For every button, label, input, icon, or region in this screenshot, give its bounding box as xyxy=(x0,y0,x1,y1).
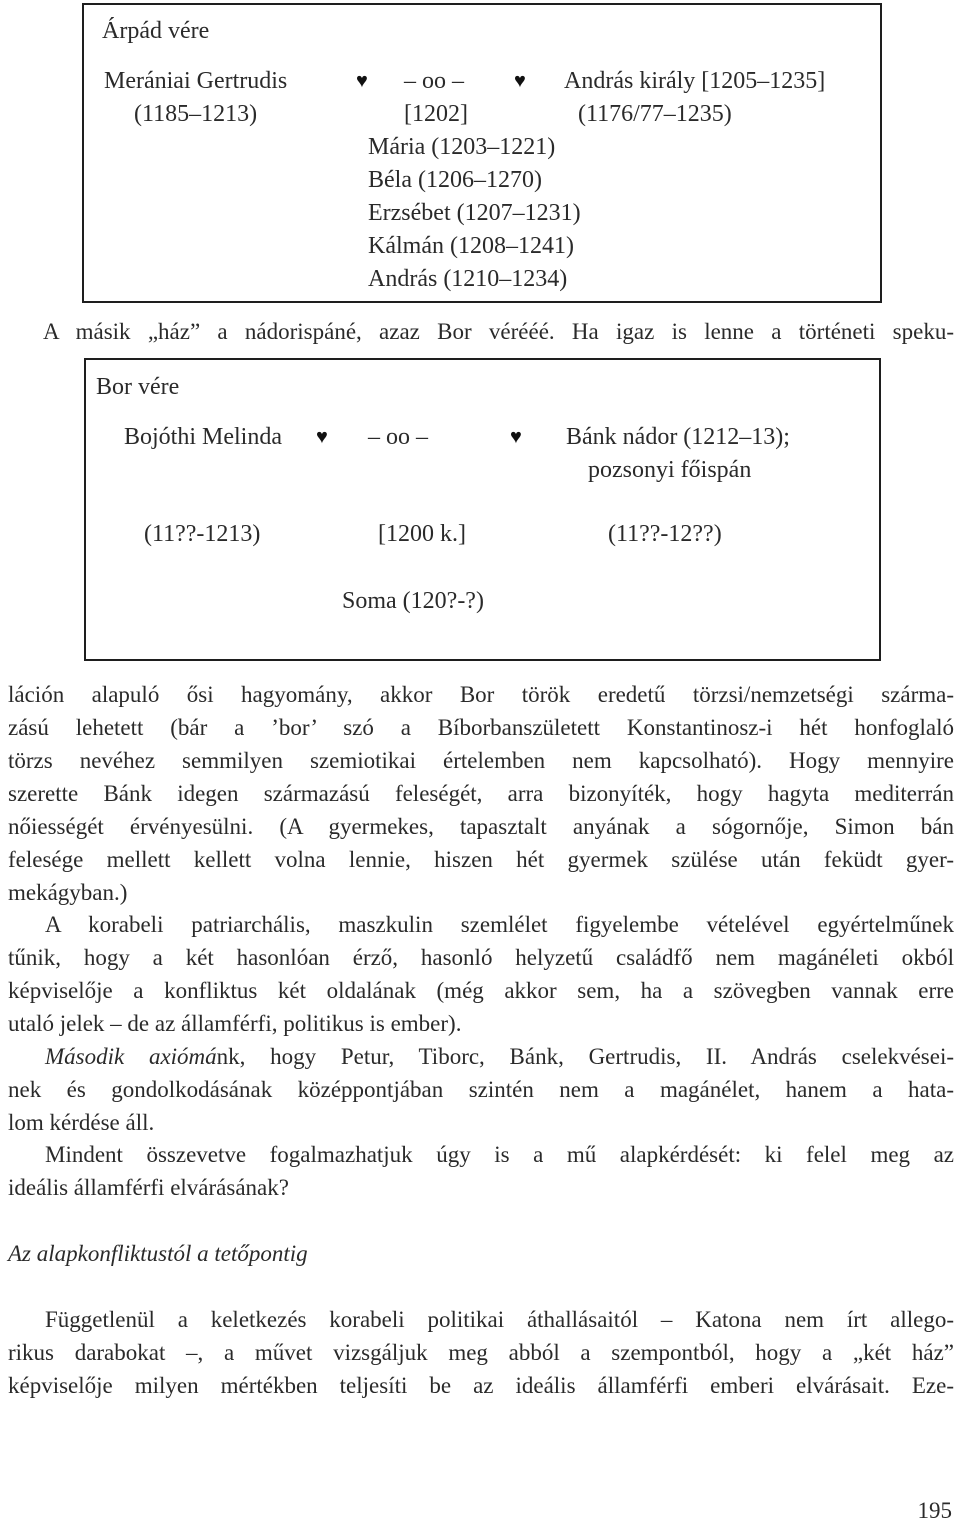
text-line: mekágyban.) xyxy=(8,880,128,905)
right-spouse-name: Bánk nádor (1212–13); xyxy=(566,424,790,450)
child-entry: Béla (1206–1270) xyxy=(368,167,542,193)
genealogy-box-arpad xyxy=(82,3,882,303)
text-line: nek és gondolkodásának középpontjában szintén nem a magánélet, hanem a hata- xyxy=(8,1077,954,1102)
text-line: nőiességét érvényesülni. (A gyermekes, tapasztalt anyának a sógornője, Simon bán xyxy=(8,814,954,839)
box-title: Árpád vére xyxy=(102,18,210,44)
right-spouse-name: András király [1205–1235] xyxy=(564,68,826,94)
right-spouse-title: pozsonyi főispán xyxy=(588,457,752,483)
text-line: A korabeli patriarchális, maszkulin szemlélet figyelembe vételével egyértelműnek xyxy=(45,912,954,937)
marriage-symbol: – oo – xyxy=(404,68,464,94)
right-spouse-dates: (11??-12??) xyxy=(608,521,722,547)
body-text-line: A másik „ház” a nádorispáné, azaz Bor vérééé. Ha igaz is lenne a történeti speku- xyxy=(43,319,954,344)
text-line: zású lehetett (bár a ’bor’ szó a Bíborbanszületett Konstantinosz-i hét honfoglaló xyxy=(8,715,954,740)
text-run: nk, hogy Petur, Tiborc, Bánk, Gertrudis, II. András cselekvései- xyxy=(216,1044,954,1069)
text-line: ideális államférfi elvárásának? xyxy=(8,1175,289,1200)
left-spouse-name: Bojóthi Melinda xyxy=(124,424,282,450)
left-spouse-dates: (11??-1213) xyxy=(144,521,261,547)
text-line: utaló jelek – de az államférfi, politikus is ember). xyxy=(8,1011,462,1036)
marriage-symbol: – oo – xyxy=(368,424,428,450)
text-line xyxy=(45,1041,954,1074)
text-line: rikus darabokat –, a művet vizsgáljuk meg abból a szempontból, hogy a „két ház” xyxy=(8,1340,954,1365)
box-title: Bor vére xyxy=(96,374,180,400)
left-spouse-dates: (1185–1213) xyxy=(134,101,258,127)
heart-icon: ♥ xyxy=(514,70,526,92)
section-heading: Az alapkonfliktustól a tetőpontig xyxy=(8,1241,308,1266)
text-line: tűnik, hogy a két hasonlóan érző, hasonló helyzetű családfő nem magánéleti okból xyxy=(8,945,954,970)
heart-icon: ♥ xyxy=(510,426,522,448)
marriage-year: [1200 k.] xyxy=(378,521,466,547)
text-line: képviselője milyen mértékben teljesíti be az ideális államférfi emberi elvárásait. Eze- xyxy=(8,1373,954,1398)
heart-icon: ♥ xyxy=(356,70,368,92)
child-entry: Soma (120?-?) xyxy=(342,588,484,614)
text-line: képviselője a konfliktus két oldalának (még akkor sem, ha a szövegben vannak erre xyxy=(8,978,954,1003)
text-line: láción alapuló ősi hagyomány, akkor Bor török eredetű törzsi/nemzetségi szárma- xyxy=(8,682,954,707)
right-spouse-dates: (1176/77–1235) xyxy=(578,101,732,127)
heart-icon: ♥ xyxy=(316,426,328,448)
text-line: szerette Bánk idegen származású feleségét, arra bizonyíték, hogy hagyta mediterrán xyxy=(8,781,954,806)
text-line: Függetlenül a keletkezés korabeli politikai áthallásaitól – Katona nem írt allego- xyxy=(45,1307,954,1332)
italic-term: Második axiómá xyxy=(45,1044,217,1069)
left-spouse-name: Merániai Gertrudis xyxy=(104,68,288,94)
page-number: 195 xyxy=(917,1498,952,1523)
child-entry: Erzsébet (1207–1231) xyxy=(368,200,581,226)
text-line: felesége mellett kellett volna lennie, hiszen hét gyermek szülése után feküdt gyer- xyxy=(8,847,954,872)
child-entry: András (1210–1234) xyxy=(368,266,568,292)
child-entry: Mária (1203–1221) xyxy=(368,134,556,160)
text-line: lom kérdése áll. xyxy=(8,1110,155,1135)
text-line: Mindent összevetve fogalmazhatjuk úgy is a mű alapkérdését: ki felel meg az xyxy=(45,1142,954,1167)
child-entry: Kálmán (1208–1241) xyxy=(368,233,574,259)
text-line: törzs nevéhez semmilyen szemiotikai értelemben nem kapcsolható). Hogy mennyire xyxy=(8,748,954,773)
marriage-year: [1202] xyxy=(404,101,468,127)
genealogy-box-bor xyxy=(84,358,881,661)
